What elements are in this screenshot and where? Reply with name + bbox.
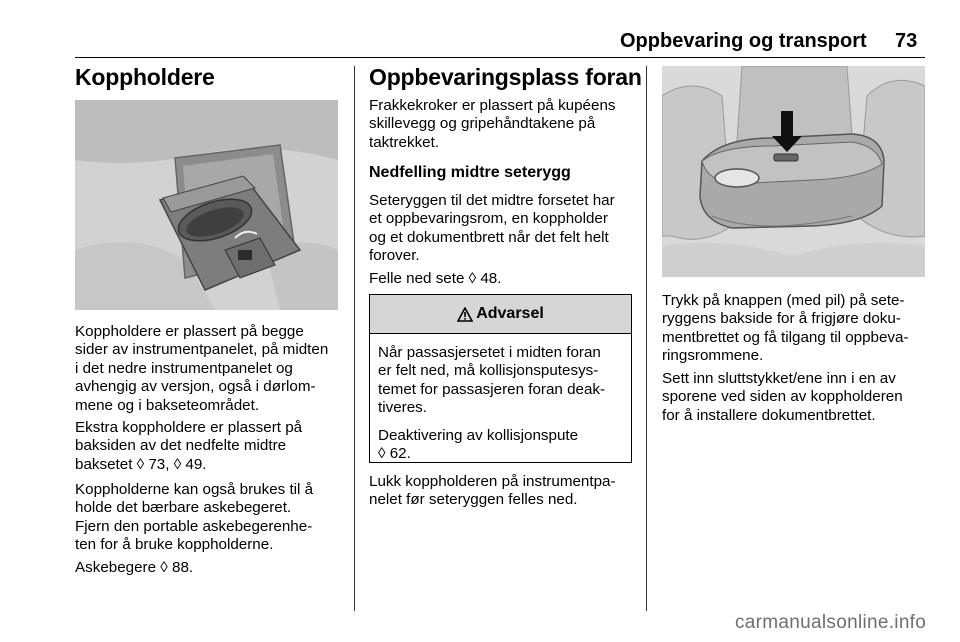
seatback-illustration (662, 66, 925, 277)
column-divider-left (354, 66, 355, 611)
warning-triangle-icon (457, 307, 473, 322)
cupholder-illustration (75, 100, 338, 310)
left-para-2: Ekstra koppholdere er plassert på baksiden av det nedfelte midtre baksetet ◊ 73, ◊ 49. (75, 419, 303, 473)
subheading-nedfelling: Nedfelling midtre seterygg (369, 164, 571, 181)
page-number: 73 (895, 30, 918, 52)
watermark: carmanualsonline.info (735, 612, 927, 633)
middle-para-2: Seteryggen til det midtre forsetet har et oppbevaringsrom, en koppholder og et dokumentbrett når det felt helt forover. (369, 192, 615, 265)
warning-box (369, 294, 632, 463)
left-para-4: Askebegere ◊ 88. (75, 559, 194, 576)
warning-header (370, 295, 631, 334)
middle-para-1: Frakkekroker er plassert på kupéens skillevegg og gripehåndtakene på taktrekket. (369, 97, 616, 151)
header-rule (75, 57, 925, 58)
middle-para-4: Lukk koppholderen på instrumentpa- nelet før seteryggen felles ned. (369, 473, 616, 509)
warning-text-1: Når passasjersetet i midten foran er felt ned, må kollisjonsputesys- temet for passasjeren foran deak- tiveres. (378, 344, 606, 417)
right-para-2: Sett inn sluttstykket/ene inn i en av sporene ved siden av koppholderen for å installere dokumentbrettet. (662, 370, 903, 424)
section-title: Oppbevaring og transport (620, 30, 867, 52)
left-para-1: Koppholdere er plassert på begge sider av instrumentpanelet, på midten i det nedre instrumentpanelet og avhengig av versjon, også i dørlom- mene og i bakseteområdet. (75, 323, 329, 414)
heading-koppholdere: Koppholdere (75, 64, 215, 90)
warning-text-2: Deaktivering av kollisjonspute ◊ 62. (378, 426, 579, 463)
column-divider-right (646, 66, 647, 611)
left-para-3: Koppholderne kan også brukes til å holde det bærbare askebegeret. Fjern den portable askebegerenhe- ten for å bruke koppholderne. (75, 481, 314, 554)
warning-title: Advarsel (476, 305, 544, 322)
middle-para-3: Felle ned sete ◊ 48. (369, 270, 502, 287)
heading-oppbevaringsplass: Oppbevaringsplass foran (369, 64, 642, 90)
right-para-1: Trykk på knappen (med pil) på sete- ryggens bakside for å frigjøre doku- mentbrettet og få tilgang til oppbeva- ringsrommene. (662, 292, 909, 365)
